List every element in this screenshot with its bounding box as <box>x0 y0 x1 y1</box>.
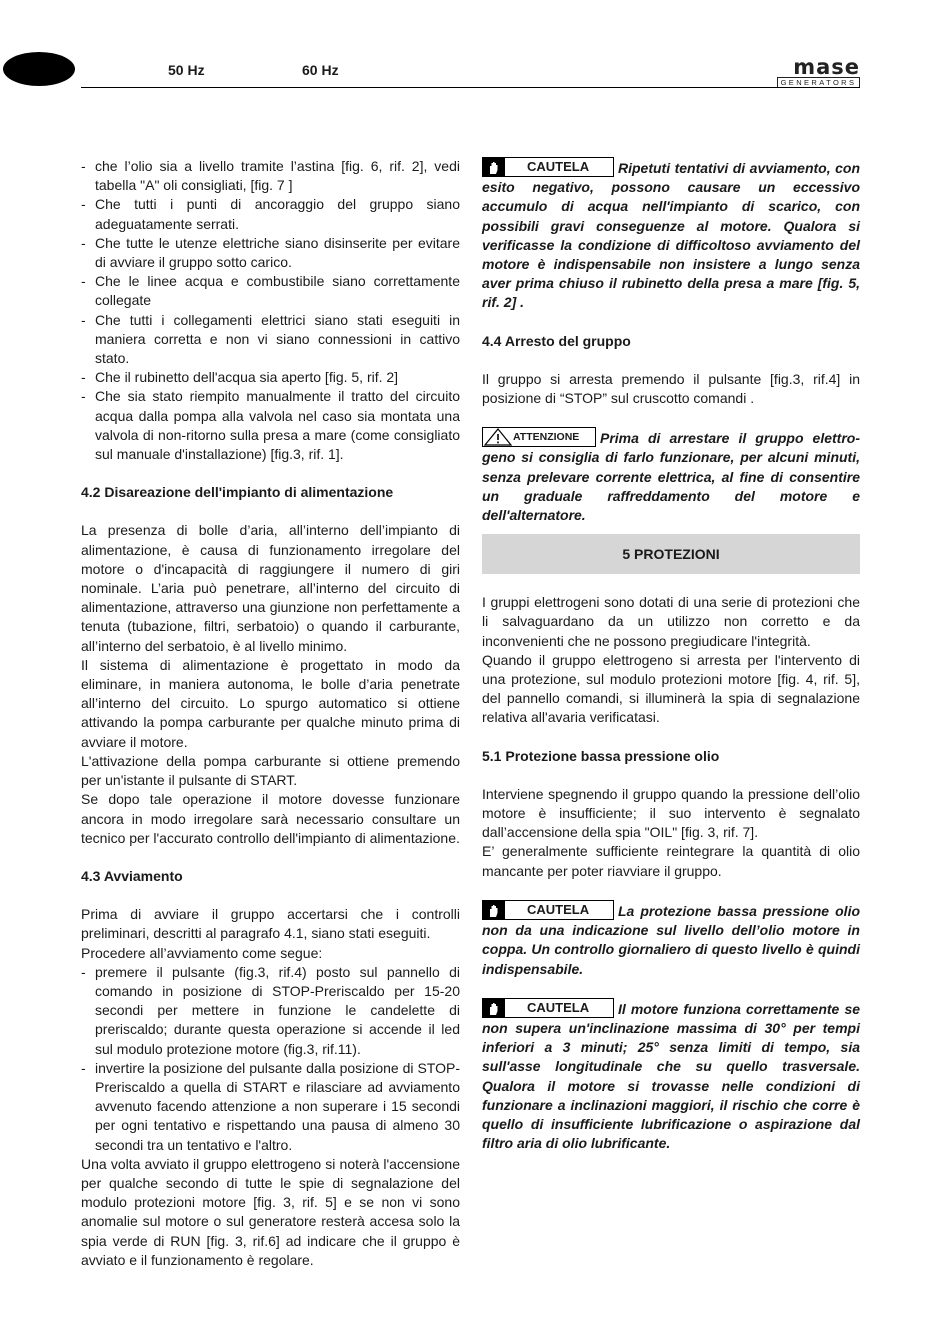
list-item: - Che tutti i collegamenti elettrici siano stati eseguiti in maniera corretta e non vi siano connessioni in cattivo stato. <box>81 311 460 367</box>
section-5-1-title: 5.1 Protezione bassa pressione olio <box>482 747 720 764</box>
section-4-3-title: 4.3 Avviamento <box>81 867 183 884</box>
frequency-60hz-label: 60 Hz <box>302 62 339 78</box>
caution-badge: CAUTELA <box>482 998 614 1018</box>
caution-badge: CAUTELA <box>482 900 614 920</box>
paragraph: E’ generalmente sufficiente reintegrare la quantità di olio mancante per poter riavviare il gruppo. <box>482 843 860 879</box>
section-5-header: 5 PROTEZIONI <box>482 534 860 574</box>
list-item: - Che le linee acqua e combustibile siano correttamente collegate <box>81 273 460 309</box>
list-item: - Che tutti i punti di ancoraggio del gruppo siano adeguatamente serrati. <box>81 196 460 232</box>
list-item: - invertire la posizione del pulsante dalla posizione di STOP-Preriscaldo a quella di START e rilasciare ad avviamento avvenuto facendo attenzione a non superare i 15 secondi per ogni tentativo e rispettando una pausa di almeno 30 secondi tra un tentativo e l'altro. <box>81 1059 460 1153</box>
caution-badge: CAUTELA <box>482 157 614 177</box>
warning-triangle-icon <box>483 428 513 446</box>
logo-subtitle: GENERATORS <box>777 77 860 88</box>
paragraph: Procedere all’avviamento come segue: <box>81 944 323 961</box>
right-column <box>482 157 860 1153</box>
paragraph: Interviene spegnendo il gruppo quando la pressione dell’olio motore è insufficiente; il suo intervento è segnalato dall’accensione della spia "OIL" [fig. 3, rif. 7]. <box>482 785 860 841</box>
logo-wordmark: mase <box>793 55 860 79</box>
checklist <box>81 157 460 464</box>
caution-notice-inclination: CAUTELA Il motore funziona correttamente se non supera un'inclinazione massima di 30° per tempi inferiori a 3 minuti; 25° senza limiti di tempo, sia sull'asse longitudinale che su quello trasversale. Qualora il motore si trovasse nelle condizioni di funzionare a inclinazioni maggiori, il rischio che corre è quello di insufficiente lubrificazione o aspirazione dal filtro aria di olio lubrificante. <box>482 999 861 1152</box>
paragraph: Il sistema di alimentazione è progettato in modo da eliminare, in maniera autonoma, le bolle d’aria penetrate all’interno del circuito. Lo spurgo automatico si ottiene attivando la pompa carburante per qualche minuto prima di avviare il motore. <box>81 656 460 750</box>
paragraph: La presenza di bolle d’aria, all’interno dell’impianto di alimentazione, è causa di funzionamento irregolare del motore o d'incapacità di raggiungere il numero di giri nominale. L’aria può penetrare, all’interno del circuito di alimentazione, attraverso una giunzione non perfettamente a tenuta (tubazione, filtri, serbatoio) o quando il carburante, all’interno del serbatoio, è al livello minimo. <box>81 522 460 654</box>
left-column <box>81 157 460 1270</box>
paragraph: Il gruppo si arresta premendo il pulsante [fig.3, rif.4] in posizione di “STOP” sul cruscotto comandi . <box>482 370 860 407</box>
hand-warning-icon <box>483 999 505 1017</box>
list-item: - Che il rubinetto dell'acqua sia aperto [fig. 5, rif. 2] <box>81 369 399 386</box>
attention-notice-stop: ATTENZIONE Prima di arrestare il gruppo elettro- geno si consiglia di farlo funzionare, per alcuni minuti, senza prelevare corrente elettrica, al fine di consentire un graduale raffreddamento del motore e dell'alternatore. <box>482 427 860 525</box>
hand-warning-icon <box>483 901 505 919</box>
hand-warning-icon <box>483 158 505 176</box>
section-4-4-title: 4.4 Arresto del gruppo <box>482 332 631 349</box>
paragraph: Quando il gruppo elettrogeno si arresta per l'intervento di una protezione, sul modulo protezioni motore [fig. 4, rif. 5], del pannello comandi, si illuminerà la spia di segnalazione relativa all'avaria verificatasi. <box>482 651 860 726</box>
list-item: - che l’olio sia a livello tramite l’astina [fig. 6, rif. 2], vedi tabella "A" oli consigliati, [fig. 7 ] <box>81 158 460 194</box>
paragraph: Se dopo tale operazione il motore dovesse funzionare ancora in modo irregolare sarà necessario consultare un tecnico per l'accurato controllo dell'impianto di alimentazione. <box>81 791 460 846</box>
attention-badge: ATTENZIONE <box>482 427 596 447</box>
list-item: - Che tutte le utenze elettriche siano disinserite per evitare di avviare il gruppo sotto carico. <box>81 234 460 271</box>
paragraph: Una volta avviato il gruppo elettrogeno si noterà l'accensione per qualche secondo di tutte le spie di segnalazione del modulo protezioni motore [fig. 3, rif. 5] e se non vi sono anomalie sul motore o sul generatore resterà accesa solo la spia verde di RUN [fig. 3, rif.6] ad indicare che il gruppo è avviato e il funzionamento è regolare. <box>81 1155 460 1268</box>
paragraph: L'attivazione della pompa carburante si ottiene premendo per un'istante il pulsante di START. <box>81 752 460 789</box>
list-item: - Che sia stato riempito manualmente il tratto del circuito acqua dalla pompa alla valvola nel caso sia montata una valvola di non-ritorno sulla presa a mare (come consigliato sul manuale d'installazione) [fig.3, rif. 1]. <box>81 388 460 463</box>
mase-logo <box>777 55 860 88</box>
paragraph: Prima di avviare il gruppo accertarsi che i controlli preliminari, descritti al paragrafo 4.1, siano stati eseguiti. <box>81 906 460 942</box>
header-divider <box>81 87 860 88</box>
page-tab-marker <box>3 52 75 86</box>
frequency-50hz-label: 50 Hz <box>168 62 205 78</box>
caution-notice-restart: CAUTELA Ripetuti tentativi di avviamento, con esito negativo, possono causare un eccessivo accumulo di acqua nell'impianto di scarico, con possibili gravi conseguenze al motore. Qualora si verificasse la condizione di difficoltoso avviamento del motore è indispensabile non insistere a lungo senza aver prima chiuso il rubinetto della presa a mare [fig. 5, rif. 2] . <box>482 159 861 311</box>
section-4-2-title: 4.2 Disareazione dell'impianto di alimentazione <box>81 484 394 501</box>
caution-notice-oil: CAUTELA La protezione bassa pressione olio non da una indicazione sul livello dell’olio motore in coppa. Un controllo giornaliero di questo livello è quindi indispensabile. <box>482 901 861 977</box>
list-item: - premere il pulsante (fig.3, rif.4) posto sul pannello di comando in posizione di STOP-Preriscaldo per 15-20 secondi per mettere in funzione le candelette di preriscaldo; durante questa operazione si accende il led sul modulo protezione motore (fig.3, rif.11). <box>81 963 460 1057</box>
paragraph: I gruppi elettrogeni sono dotati di una serie di protezioni che li salvaguardano da un utilizzo non corretto e da inconvenienti che ne possono pregiudicare l'integrità. <box>482 594 860 649</box>
